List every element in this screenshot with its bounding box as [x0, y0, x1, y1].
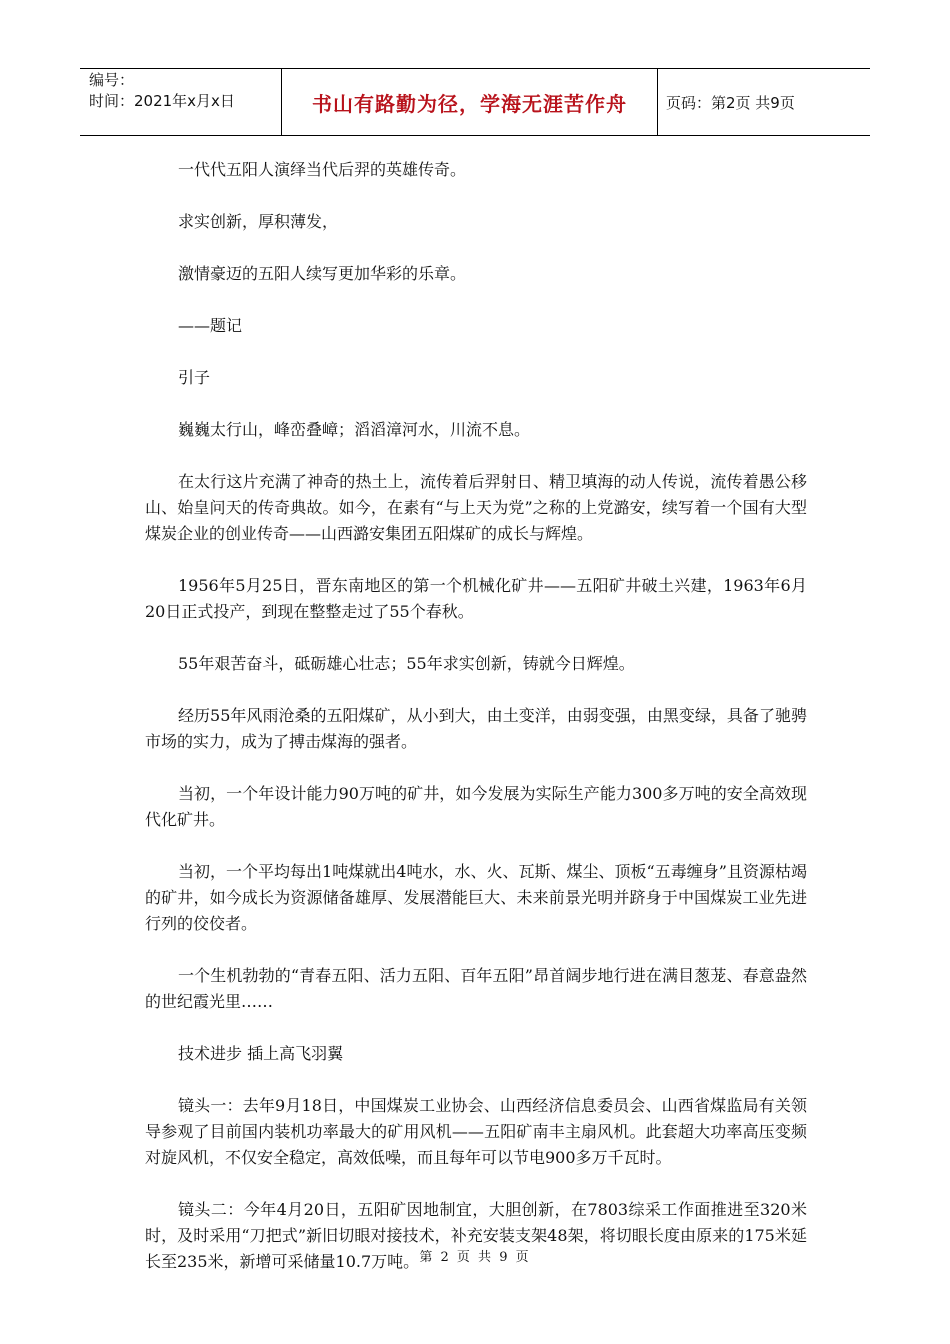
body-paragraph: 1956年5月25日，晋东南地区的第一个机械化矿井——五阳矿井破土兴建，1963年6月20日正式投产，到现在整整走过了55个春秋。 [145, 576, 807, 621]
page-footer: 第 2 页 共 9 页 [419, 1250, 531, 1265]
body-paragraph: 镜头一：去年9月18日，中国煤炭工业协会、山西经济信息委员会、山西省煤监局有关领导参观了目前国内装机功率最大的矿用风机——五阳矿南丰主扇风机。此套超大功率高压变频对旋风机，不仅安全稳定，高效低噪，而且每年可以节电900多万千瓦时。 [145, 1096, 807, 1167]
body-paragraph: 巍巍太行山，峰峦叠嶂；滔滔漳河水，川流不息。 [178, 420, 531, 439]
body-paragraph: 镜头二：今年4月20日，五阳矿因地制宜，大胆创新，在7803综采工作面推进至320米时，及时采用“刀把式”新旧切眼对接技术，补充安装支架48架，将切眼长度由原来的175米延长至235米，新增可采储量10.7万吨。 [145, 1200, 807, 1271]
body-paragraph: 激情豪迈的五阳人续写更加华彩的乐章。 [178, 264, 467, 283]
document-body [145, 157, 807, 1275]
document-number-label: 编号： [89, 71, 135, 89]
body-paragraph: 一代代五阳人演绎当代后羿的英雄传奇。 [178, 160, 467, 179]
body-paragraph: 经历55年风雨沧桑的五阳煤矿，从小到大，由土变洋，由弱变强，由黑变绿，具备了驰骋市场的实力，成为了搏击煤海的强者。 [145, 706, 807, 751]
body-paragraph: 求实创新，厚积薄发， [178, 212, 339, 231]
header-page-number: 页码：第2页 共9页 [666, 93, 795, 112]
body-paragraph: ——题记 [178, 316, 243, 335]
page-header [80, 68, 870, 136]
body-paragraph: 技术进步 插上高飞羽翼 [178, 1044, 344, 1063]
body-paragraph: 引子 [178, 368, 211, 387]
body-paragraph: 55年艰苦奋斗，砥砺雄心壮志；55年求实创新，铸就今日辉煌。 [178, 654, 635, 673]
header-motto: 书山有路勤为径，学海无涯苦作舟 [282, 69, 658, 135]
body-paragraph: 一个生机勃勃的“青春五阳、活力五阳、百年五阳”昂首阔步地行进在满目葱茏、春意盎然的世纪霞光里…… [145, 966, 807, 1011]
body-paragraph: 当初，一个年设计能力90万吨的矿井，如今发展为实际生产能力300多万吨的安全高效现代化矿井。 [145, 784, 807, 829]
body-paragraph: 当初，一个平均每出1吨煤就出4吨水，水、火、瓦斯、煤尘、顶板“五毒缠身”且资源枯竭的矿井，如今成长为资源储备雄厚、发展潜能巨大、未来前景光明并跻身于中国煤炭工业先进行列的佼佼者。 [145, 862, 807, 933]
document-time-label: 时间：2021年x月x日 [89, 92, 235, 110]
header-meta [80, 69, 282, 135]
body-paragraph: 在太行这片充满了神奇的热土上，流传着后羿射日、精卫填海的动人传说，流传着愚公移山、始皇问天的传奇典故。如今，在素有“与上天为党”之称的上党潞安，续写着一个国有大型煤炭企业的创业传奇——山西潞安集团五阳煤矿的成长与辉煌。 [145, 472, 807, 543]
